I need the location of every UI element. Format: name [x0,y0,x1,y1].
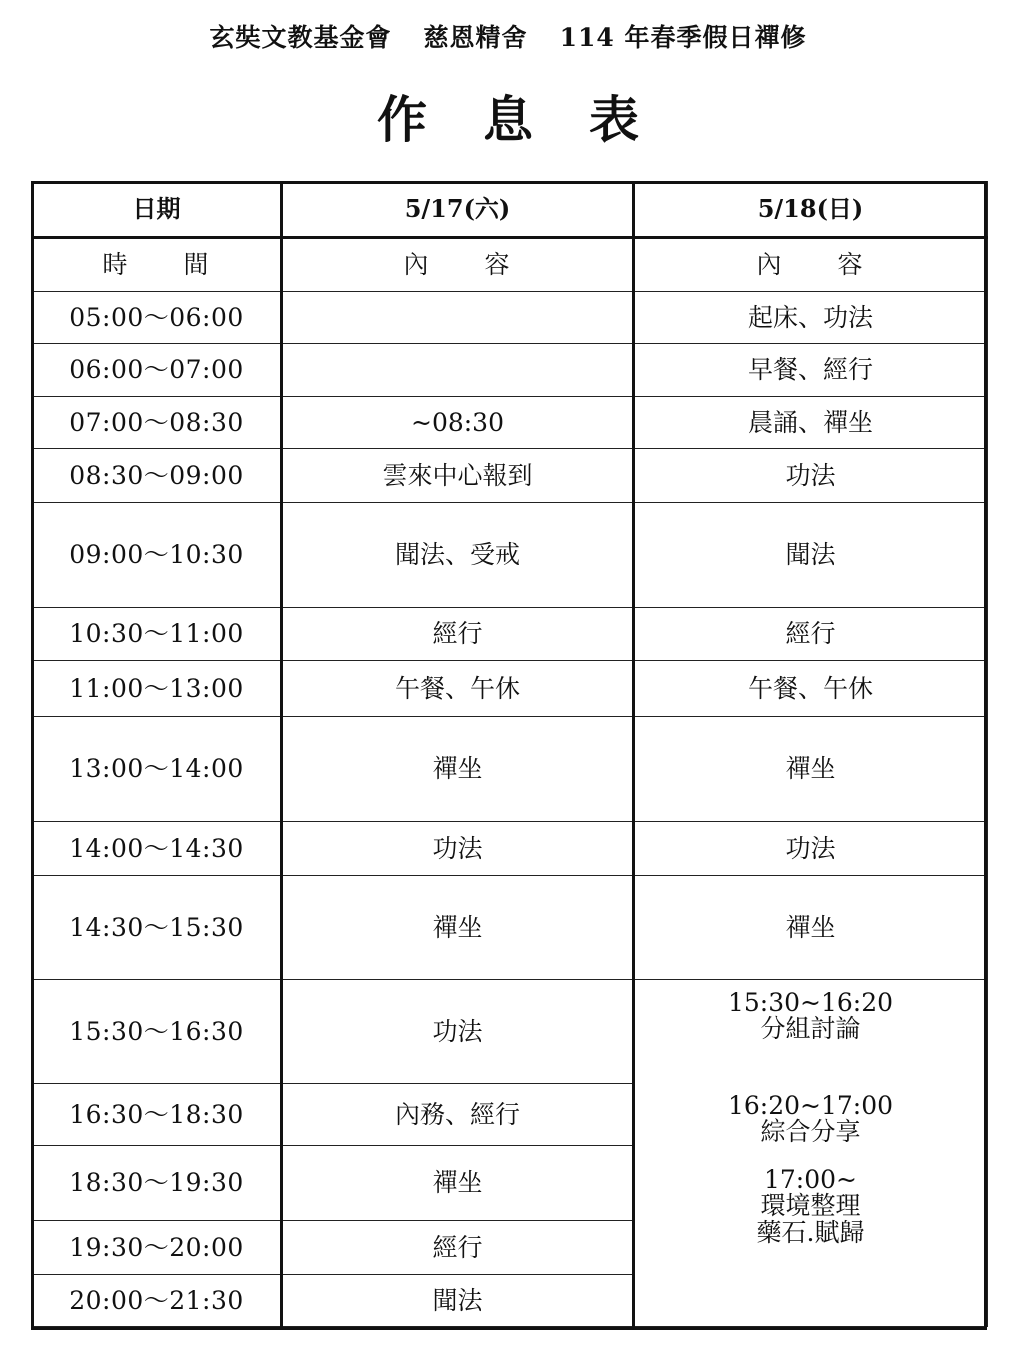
table-header-row [32,182,988,238]
time-cell: 14:00～14:30 [32,822,282,876]
time-cell: 08:30～09:00 [32,449,282,503]
time-cell: 16:30～18:30 [32,1084,282,1146]
time-cell: 20:00～21:30 [32,1275,282,1327]
table-row [32,344,988,397]
table-row [32,980,988,1084]
day2-cell: 聞法 [634,503,988,608]
day1-header: 5/17(六) [282,182,634,238]
day1-cell: 聞法 [282,1275,634,1327]
day1-cell: 禪坐 [282,876,634,980]
day2-cell: 功法 [634,449,988,503]
time-cell: 18:30～19:30 [32,1146,282,1221]
day2-cell: 晨誦、禪坐 [634,397,988,449]
time-cell: 09:00～10:30 [32,503,282,608]
page-title: 作息表 [377,90,695,149]
day2-afternoon-cell [634,980,988,1327]
date-header: 日期 [32,182,282,238]
event-name: 114 年春季假日禪修 [559,23,807,52]
day2-cell: 午餐、午休 [634,661,988,717]
time-cell: 10:30～11:00 [32,608,282,661]
day1-cell: 禪坐 [282,717,634,822]
afternoon-activity-1: 分組討論 [760,1014,861,1044]
time-cell: 07:00～08:30 [32,397,282,449]
afternoon-spacer [634,1043,987,1093]
time-cell: 06:00～07:00 [32,344,282,397]
table-row [32,661,988,717]
day2-cell: 早餐、經行 [634,344,988,397]
day1-cell: 功法 [282,980,634,1084]
day2-cell: 禪坐 [634,717,988,822]
day2-cell: 起床、功法 [634,292,988,344]
time-cell: 19:30～20:00 [32,1221,282,1275]
day2-cell: 經行 [634,608,988,661]
day1-content-header: 內 容 [282,238,634,292]
afternoon-activity-3: 環境整理 [760,1191,861,1221]
day1-cell: 功法 [282,822,634,876]
venue-name: 慈恩精舍 [423,23,528,52]
afternoon-time-2: 16:20~17:00 [727,1090,894,1120]
schedule-table [31,181,988,1327]
time-cell: 14:30～15:30 [32,876,282,980]
afternoon-spacer [634,1145,987,1167]
page-header [0,18,1016,54]
table-row [32,717,988,822]
day2-cell: 禪坐 [634,876,988,980]
afternoon-time-1: 15:30~16:20 [727,988,894,1017]
time-cell: 13:00～14:00 [32,717,282,822]
table-row [32,503,988,608]
time-cell: 15:30～16:30 [32,980,282,1084]
time-header: 時 間 [32,238,282,292]
table-row [32,876,988,980]
afternoon-time-3: 17:00~ [764,1165,857,1194]
day1-cell: 經行 [282,608,634,661]
day1-cell [282,344,634,397]
day2-content-header: 內 容 [634,238,988,292]
table-row [32,822,988,876]
time-cell: 11:00～13:00 [32,661,282,717]
day1-cell: 午餐、午休 [282,661,634,717]
org-name: 玄奘文教基金會 [209,23,392,52]
table-row [32,292,988,344]
day1-cell: 雲來中心報到 [282,449,634,503]
day1-cell: ~08:30 [282,397,634,449]
day1-cell [282,292,634,344]
time-cell: 05:00～06:00 [32,292,282,344]
day1-cell: 禪坐 [282,1146,634,1221]
table-row [32,449,988,503]
day1-cell: 聞法、受戒 [282,503,634,608]
day2-header: 5/18(日) [634,182,988,238]
day1-cell: 內務、經行 [282,1084,634,1146]
day2-cell: 功法 [634,822,988,876]
afternoon-activity-2: 綜合分享 [760,1116,861,1146]
table-row [32,608,988,661]
table-subheader-row [32,238,988,292]
day1-cell: 經行 [282,1221,634,1275]
afternoon-activity-4: 藥石.賦歸 [756,1217,865,1247]
table-row [32,397,988,449]
